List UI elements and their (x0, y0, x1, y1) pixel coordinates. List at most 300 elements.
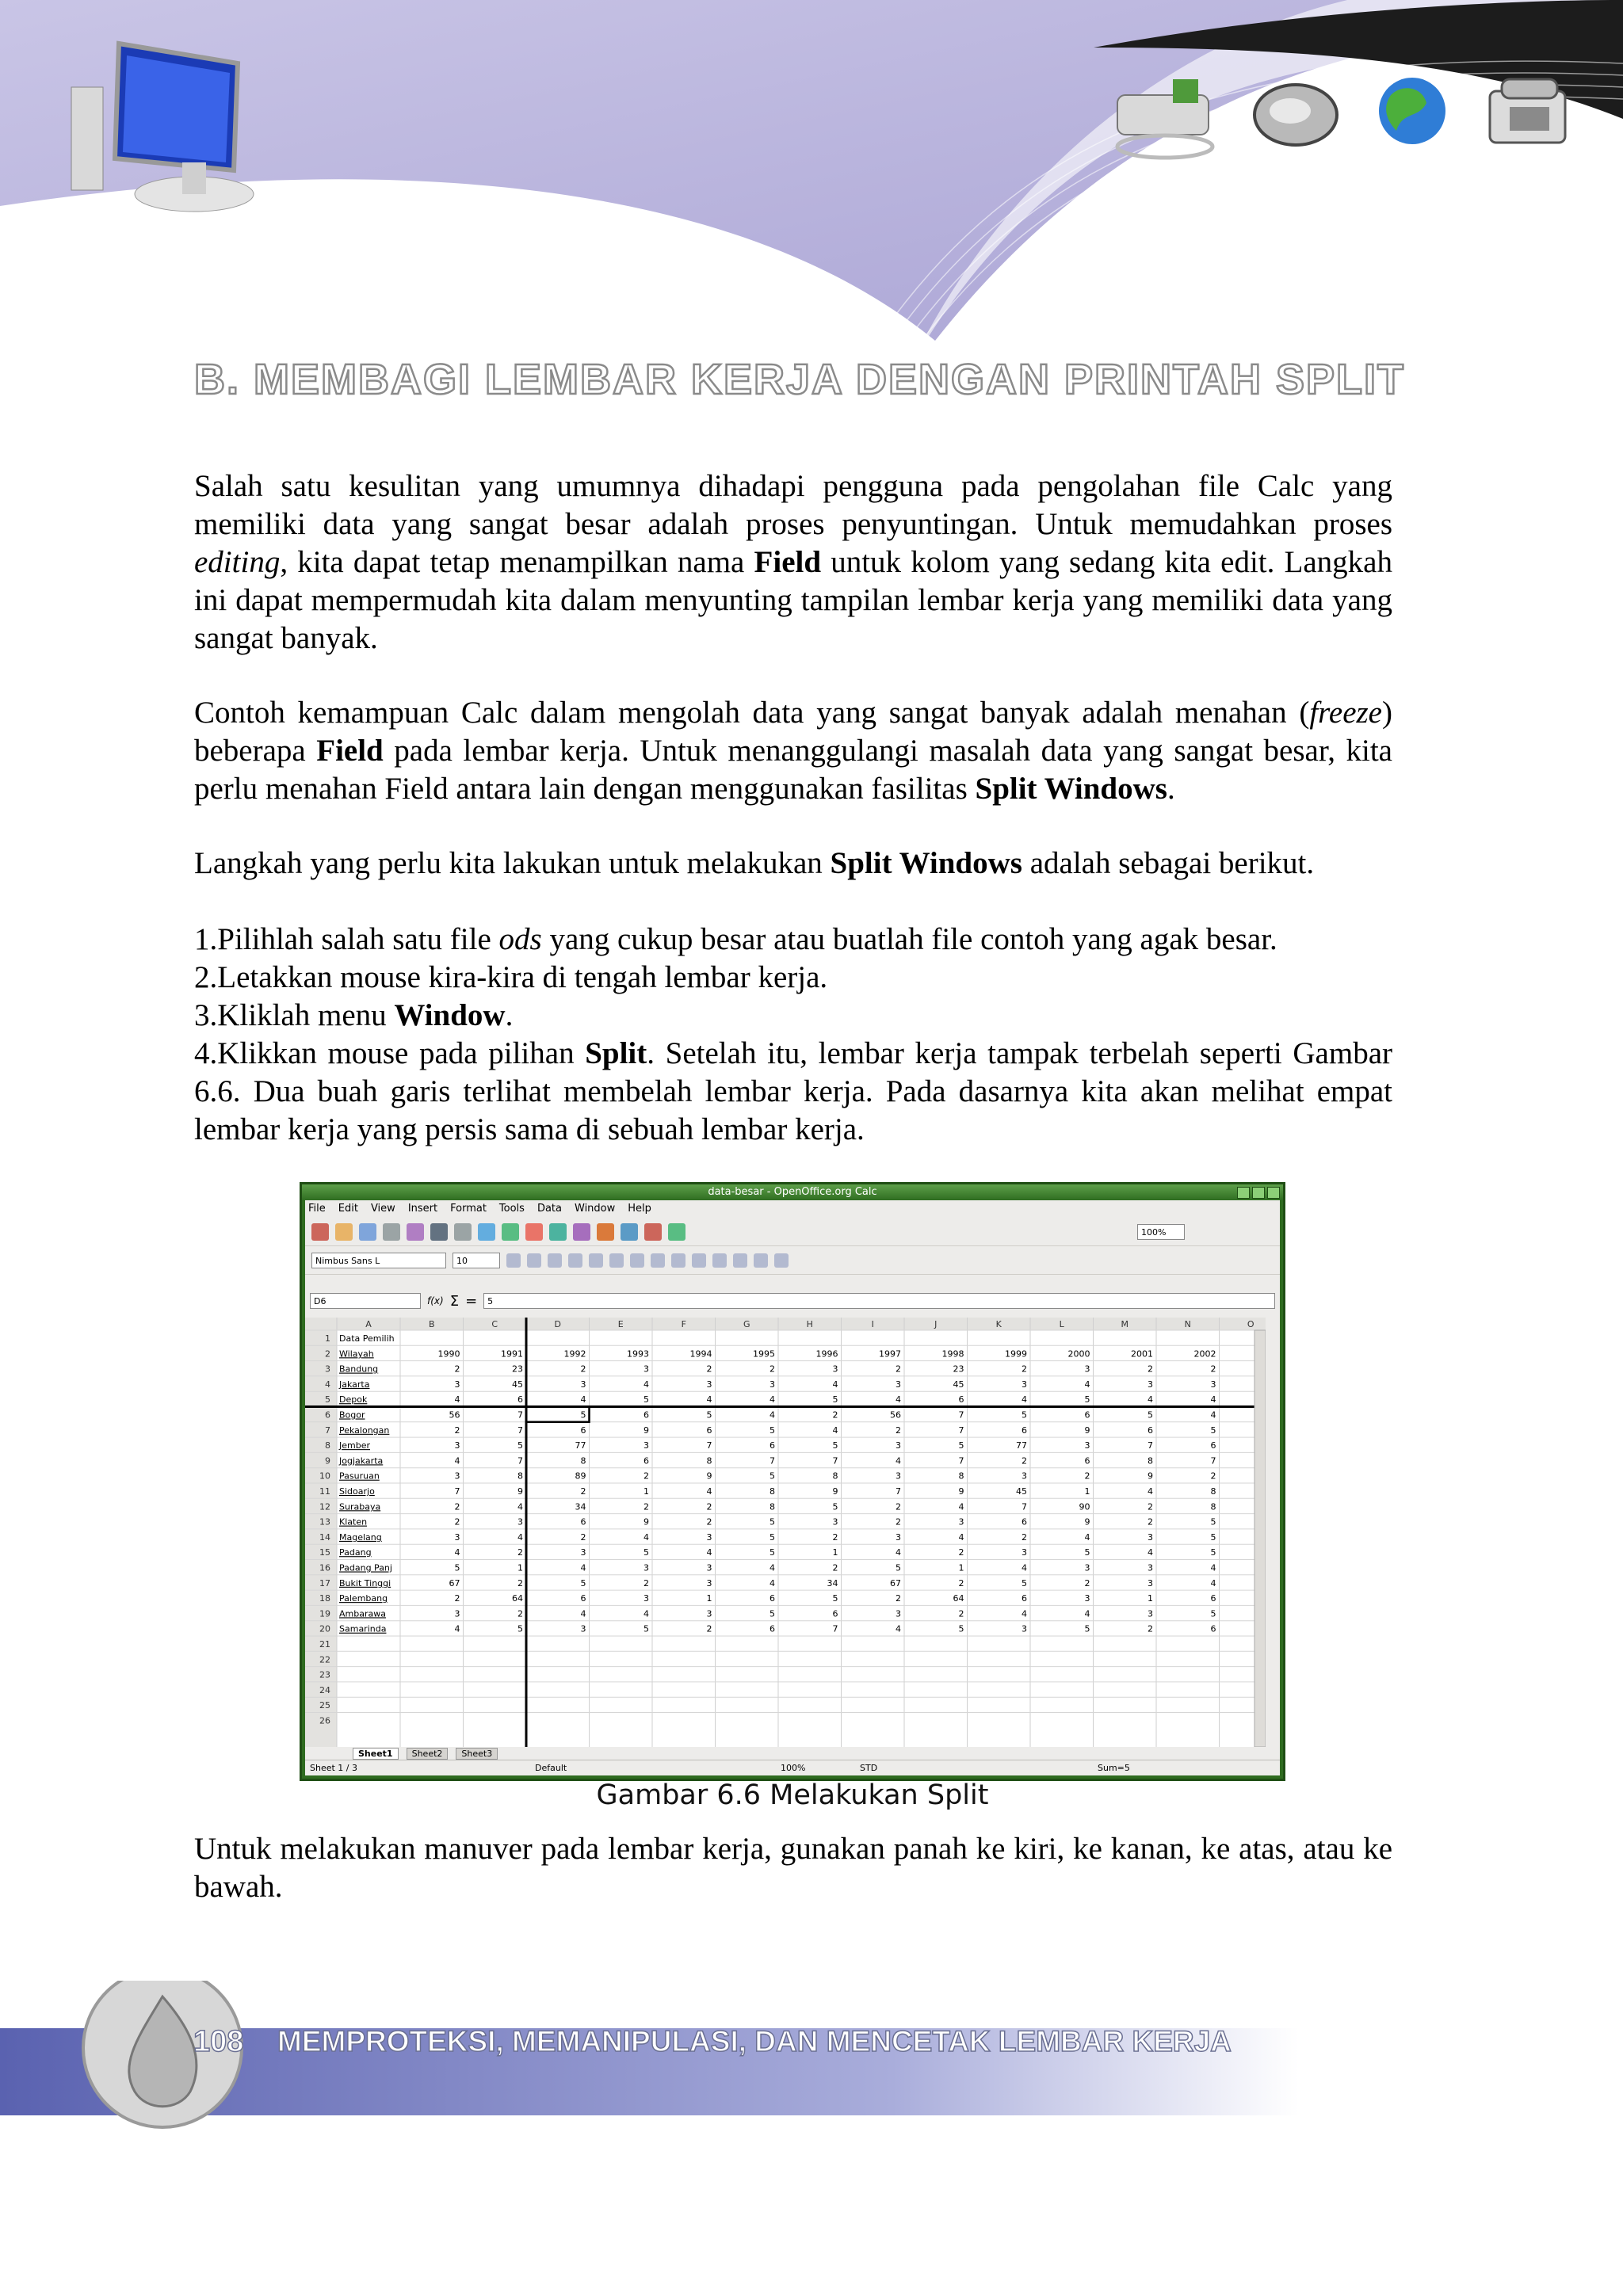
table-cell: 5 (769, 1516, 775, 1527)
format-button-icon[interactable] (568, 1253, 582, 1268)
format-button-icon[interactable] (630, 1253, 644, 1268)
table-cell: 4 (517, 1531, 523, 1543)
table-cell: Bogor (339, 1409, 365, 1421)
column-header: J (934, 1319, 938, 1329)
table-cell: 5 (1084, 1547, 1090, 1558)
table-cell: 5 (769, 1425, 775, 1436)
format-button-icon[interactable] (671, 1253, 685, 1268)
table-cell: 3 (769, 1379, 775, 1390)
table-cell: 4 (580, 1394, 586, 1405)
table-cell: Pasuruan (339, 1470, 380, 1482)
toolbar-button-icon[interactable] (407, 1223, 424, 1241)
table-cell: 4 (706, 1394, 712, 1405)
paragraph-4: Untuk melakukan manuver pada lembar kerja, gunakan panah ke kiri, ke kanan, ke atas, atau ke bawah. (194, 1832, 1392, 1904)
table-cell: 1991 (501, 1348, 523, 1360)
table-cell: 2 (580, 1531, 586, 1543)
table-cell: 3 (643, 1562, 649, 1573)
table-cell: 3 (1022, 1470, 1027, 1482)
table-cell: 6 (517, 1394, 523, 1405)
table-cell: 3 (706, 1608, 712, 1619)
table-cell: Depok (339, 1394, 368, 1405)
table-cell: 5 (832, 1593, 838, 1604)
table-cell: 1990 (437, 1348, 460, 1360)
toolbar-button-icon[interactable] (430, 1223, 448, 1241)
table-cell: 7 (517, 1409, 523, 1421)
toolbar-button-icon[interactable] (359, 1223, 376, 1241)
toolbar-button-icon[interactable] (383, 1223, 400, 1241)
table-cell: 5 (1022, 1409, 1027, 1421)
table-cell: 9 (832, 1486, 838, 1497)
table-cell: 5 (769, 1547, 775, 1558)
format-button-icon[interactable] (692, 1253, 706, 1268)
step-3: 3.Kliklah menu Window. (194, 998, 514, 1032)
format-button-icon[interactable] (548, 1253, 562, 1268)
table-cell: 9 (1084, 1516, 1090, 1527)
table-cell: 23 (953, 1363, 964, 1375)
status-zoom: 100% (781, 1763, 806, 1773)
table-cell: 7 (1022, 1501, 1027, 1512)
table-cell: 2 (643, 1470, 649, 1482)
toolbar-button-icon[interactable] (644, 1223, 662, 1241)
table-cell: 8 (769, 1486, 775, 1497)
table-cell: 3 (1148, 1562, 1153, 1573)
row-header: 12 (319, 1501, 330, 1512)
table-cell: 23 (512, 1363, 523, 1375)
toolbar-button-icon[interactable] (597, 1223, 614, 1241)
sheet-tab-sheet3[interactable]: Sheet3 (456, 1748, 498, 1760)
table-cell: 8 (1148, 1455, 1153, 1466)
table-cell: 3 (832, 1516, 838, 1527)
table-cell: 45 (1016, 1486, 1027, 1497)
toolbar-button-icon[interactable] (502, 1223, 519, 1241)
table-cell: 2 (706, 1623, 712, 1634)
table-cell: 2 (1210, 1470, 1216, 1482)
toolbar-button-icon[interactable] (525, 1223, 543, 1241)
table-cell: 1 (1148, 1593, 1153, 1604)
table-cell: 3 (643, 1440, 649, 1451)
table-cell: 4 (580, 1562, 586, 1573)
table-cell: 5 (1210, 1531, 1216, 1543)
table-cell: 5 (958, 1440, 964, 1451)
table-cell: 4 (454, 1394, 460, 1405)
table-cell: 8 (769, 1501, 775, 1512)
table-cell: 2 (517, 1577, 523, 1589)
row-header: 21 (319, 1639, 330, 1650)
table-cell: Jember (339, 1440, 370, 1451)
status-sum: Sum=5 (1098, 1763, 1130, 1773)
name-box[interactable]: D6 (310, 1293, 421, 1309)
format-button-icon[interactable] (527, 1253, 541, 1268)
table-cell: 3 (896, 1608, 901, 1619)
table-cell: 8 (832, 1470, 838, 1482)
table-cell: 3 (1084, 1593, 1090, 1604)
table-cell: 3 (454, 1531, 460, 1543)
table-cell: 2 (706, 1516, 712, 1527)
menu-help[interactable]: Help (628, 1203, 651, 1215)
close-button[interactable] (1267, 1187, 1280, 1199)
table-cell: 8 (580, 1455, 586, 1466)
standard-toolbar (305, 1218, 1280, 1246)
table-cell: 1994 (689, 1348, 712, 1360)
row-header: 4 (325, 1379, 330, 1390)
table-cell: 2 (1022, 1455, 1027, 1466)
table-cell: 4 (1022, 1562, 1027, 1573)
row-header: 9 (325, 1455, 330, 1466)
table-cell: 56 (449, 1409, 460, 1421)
table-cell: 5 (1210, 1425, 1216, 1436)
table-cell: 6 (643, 1409, 649, 1421)
row-header: 5 (325, 1394, 330, 1405)
spreadsheet-grid[interactable] (305, 1318, 1266, 1747)
table-cell: 5 (769, 1531, 775, 1543)
table-cell: 6 (1084, 1455, 1090, 1466)
status-style: Default (535, 1763, 567, 1773)
table-cell: Surabaya (339, 1501, 381, 1512)
table-cell: 3 (643, 1363, 649, 1375)
table-cell: Jogjakarta (339, 1455, 384, 1466)
menu-insert[interactable]: Insert (407, 1203, 438, 1215)
table-cell: 8 (958, 1470, 964, 1482)
table-cell: 7 (958, 1425, 964, 1436)
table-cell: 2 (580, 1363, 586, 1375)
table-cell: 3 (1148, 1531, 1153, 1543)
table-cell: 4 (454, 1547, 460, 1558)
menu-file[interactable]: File (308, 1203, 326, 1215)
table-cell: 2 (958, 1577, 964, 1589)
table-cell: Samarinda (339, 1623, 387, 1634)
table-cell: 9 (958, 1486, 964, 1497)
table-cell: 2 (1148, 1363, 1153, 1375)
table-cell: 67 (449, 1577, 460, 1589)
format-button-icon[interactable] (733, 1253, 747, 1268)
table-cell: 7 (1148, 1440, 1153, 1451)
table-cell: 6 (832, 1608, 838, 1619)
menu-format[interactable]: Format (450, 1203, 487, 1215)
table-cell: 3 (1148, 1608, 1153, 1619)
table-cell: 7 (958, 1409, 964, 1421)
table-cell: 7 (832, 1455, 838, 1466)
step-2: 2.Letakkan mouse kira-kira di tengah lembar kerja. (194, 960, 828, 994)
table-cell: 4 (958, 1531, 964, 1543)
table-cell: 2 (454, 1593, 460, 1604)
table-cell: 2 (517, 1547, 523, 1558)
table-cell: 1 (706, 1593, 712, 1604)
formula-input[interactable]: 5 (483, 1293, 1275, 1309)
table-cell: 6 (706, 1425, 712, 1436)
toolbar-button-icon[interactable] (335, 1223, 353, 1241)
font-size-combo[interactable]: 10 (453, 1253, 500, 1268)
format-button-icon[interactable] (609, 1253, 624, 1268)
toolbar-button-icon[interactable] (668, 1223, 685, 1241)
table-cell: 3 (706, 1577, 712, 1589)
row-header: 13 (319, 1516, 330, 1527)
table-cell: 1995 (753, 1348, 775, 1360)
maximize-button[interactable] (1252, 1187, 1265, 1199)
table-cell: 2 (832, 1409, 838, 1421)
table-cell: 5 (832, 1440, 838, 1451)
table-cell: 64 (512, 1593, 523, 1604)
table-cell: 7 (517, 1455, 523, 1466)
table-cell: 3 (706, 1562, 712, 1573)
font-name-combo[interactable]: Nimbus Sans L (311, 1253, 446, 1268)
table-cell: 5 (1210, 1608, 1216, 1619)
table-cell: 2 (958, 1547, 964, 1558)
footer-decoration (0, 1981, 1623, 2163)
toolbar-button-icon[interactable] (573, 1223, 590, 1241)
toolbar-button-icon[interactable] (549, 1223, 567, 1241)
table-cell: 77 (1016, 1440, 1027, 1451)
table-cell: 4 (769, 1394, 775, 1405)
table-cell: 2 (706, 1501, 712, 1512)
table-cell: 7 (832, 1623, 838, 1634)
format-button-icon[interactable] (712, 1253, 727, 1268)
table-cell: 6 (580, 1425, 586, 1436)
table-cell: 1998 (941, 1348, 964, 1360)
table-cell: 2 (958, 1608, 964, 1619)
table-cell: 4 (1022, 1394, 1027, 1405)
equals-icon[interactable]: = (465, 1292, 478, 1310)
table-cell: 4 (454, 1455, 460, 1466)
toolbar-button-icon[interactable] (621, 1223, 638, 1241)
table-cell: 77 (575, 1440, 586, 1451)
row-header: 10 (319, 1470, 330, 1482)
sheet-tabs (305, 1747, 1280, 1760)
formula-bar (305, 1289, 1280, 1313)
table-cell: 4 (1210, 1394, 1216, 1405)
table-cell: 1 (832, 1547, 838, 1558)
column-header: D (554, 1319, 561, 1329)
column-header: M (1121, 1319, 1128, 1329)
menu-window[interactable]: Window (575, 1203, 616, 1215)
table-cell: 2 (896, 1593, 901, 1604)
minimize-button[interactable] (1237, 1187, 1250, 1199)
table-cell: 5 (769, 1608, 775, 1619)
table-cell: 2 (769, 1363, 775, 1375)
table-cell: 4 (517, 1501, 523, 1512)
table-cell: 3 (454, 1379, 460, 1390)
table-cell: 4 (1210, 1409, 1216, 1421)
sum-icon[interactable]: Σ (449, 1292, 460, 1310)
table-cell: 7 (769, 1455, 775, 1466)
table-cell: 1999 (1005, 1348, 1027, 1360)
status-sheet: Sheet 1 / 3 (310, 1763, 357, 1773)
table-cell: 9 (706, 1470, 712, 1482)
table-cell: Ambarawa (339, 1608, 386, 1619)
table-cell: Sidoarjo (339, 1486, 375, 1497)
table-cell: 1 (1084, 1486, 1090, 1497)
table-cell: 1996 (815, 1348, 838, 1360)
column-header: L (1059, 1319, 1064, 1329)
toolbar-button-icon[interactable] (454, 1223, 472, 1241)
table-cell: Palembang (339, 1593, 388, 1604)
table-cell: 2002 (1193, 1348, 1216, 1360)
table-cell: 2 (896, 1516, 901, 1527)
table-cell: 2 (454, 1516, 460, 1527)
column-header: C (491, 1319, 498, 1329)
table-cell: 2001 (1131, 1348, 1153, 1360)
table-cell: 3 (706, 1379, 712, 1390)
table-cell: 3 (454, 1440, 460, 1451)
table-cell: 3 (1022, 1379, 1027, 1390)
table-cell: 4 (643, 1531, 649, 1543)
menu-view[interactable]: View (370, 1203, 395, 1215)
table-cell: 2 (517, 1608, 523, 1619)
row-header: 11 (319, 1486, 330, 1497)
table-cell: 4 (643, 1379, 649, 1390)
table-cell: 4 (1084, 1608, 1090, 1619)
table-cell: 5 (832, 1394, 838, 1405)
format-button-icon[interactable] (589, 1253, 603, 1268)
table-cell: 5 (1084, 1394, 1090, 1405)
table-cell: Klaten (339, 1516, 368, 1527)
sheet-tab-sheet2[interactable]: Sheet2 (407, 1748, 449, 1760)
column-header: E (617, 1319, 624, 1329)
table-cell: 4 (1210, 1562, 1216, 1573)
table-cell: Data Pemilih (339, 1333, 395, 1344)
table-cell: 3 (958, 1516, 964, 1527)
row-header: 24 (319, 1684, 330, 1695)
format-button-icon[interactable] (754, 1253, 768, 1268)
table-cell: 3 (454, 1608, 460, 1619)
table-cell: Jakarta (339, 1379, 370, 1390)
row-header: 6 (325, 1409, 330, 1421)
table-cell: 4 (896, 1394, 901, 1405)
table-cell: 3 (896, 1531, 901, 1543)
status-bar (305, 1760, 1280, 1776)
table-cell: 5 (517, 1440, 523, 1451)
row-header: 25 (319, 1700, 330, 1711)
sheet-tab-sheet1[interactable]: Sheet1 (353, 1748, 399, 1760)
toolbar-button-icon[interactable] (478, 1223, 495, 1241)
table-cell: 3 (706, 1531, 712, 1543)
table-cell: 2 (643, 1501, 649, 1512)
table-cell: 4 (1084, 1531, 1090, 1543)
column-header: I (871, 1319, 874, 1329)
row-header: 1 (325, 1333, 330, 1344)
column-header: G (743, 1319, 750, 1329)
table-cell: 3 (454, 1470, 460, 1482)
table-cell: 2 (1084, 1470, 1090, 1482)
table-cell: 4 (1148, 1486, 1153, 1497)
step-4: 4.Klikkan mouse pada pilihan Split. Setelah itu, lembar kerja tampak terbelah seperti Gambar 6.6. Dua buah garis terlihat membelah lembar kerja. Pada dasarnya kita akan melihat empat lembar kerja yang persis sama di sebuah lembar kerja. (194, 1036, 1392, 1146)
steps-list (194, 921, 1392, 1149)
table-cell: 2 (1148, 1623, 1153, 1634)
menu-data[interactable]: Data (537, 1203, 562, 1215)
format-button-icon[interactable] (506, 1253, 521, 1268)
table-cell: 3 (896, 1379, 901, 1390)
table-cell: 6 (1210, 1623, 1216, 1634)
table-cell: 2 (896, 1425, 901, 1436)
table-cell: 4 (769, 1577, 775, 1589)
table-cell: 1 (517, 1562, 523, 1573)
table-cell: 5 (580, 1409, 586, 1421)
table-cell: 1993 (627, 1348, 649, 1360)
row-header: 20 (319, 1623, 330, 1634)
table-cell: 5 (1022, 1577, 1027, 1589)
table-cell: 4 (1148, 1547, 1153, 1558)
table-cell: 6 (769, 1440, 775, 1451)
table-cell: 1 (643, 1486, 649, 1497)
telephone-icon (1490, 79, 1565, 143)
globe-icon (1379, 78, 1445, 144)
table-cell: 90 (1079, 1501, 1090, 1512)
table-cell: 4 (1148, 1394, 1153, 1405)
table-cell: 2 (454, 1425, 460, 1436)
table-cell: 4 (958, 1501, 964, 1512)
table-cell: 2 (643, 1577, 649, 1589)
table-cell: Pekalongan (339, 1425, 390, 1436)
table-cell: 64 (953, 1593, 964, 1604)
format-button-icon[interactable] (651, 1253, 665, 1268)
table-cell: 3 (517, 1516, 523, 1527)
table-cell: 6 (580, 1516, 586, 1527)
header-decoration (0, 0, 1623, 364)
table-cell: 45 (512, 1379, 523, 1390)
table-cell: 8 (1210, 1501, 1216, 1512)
menu-edit[interactable]: Edit (338, 1203, 358, 1215)
table-cell: 7 (896, 1486, 901, 1497)
table-cell: 9 (1084, 1425, 1090, 1436)
table-cell: 6 (1210, 1440, 1216, 1451)
window-titlebar (302, 1184, 1283, 1200)
table-cell: 6 (1022, 1593, 1027, 1604)
table-cell: 34 (575, 1501, 586, 1512)
table-cell: 2 (896, 1363, 901, 1375)
window-title: data-besar - OpenOffice.org Calc (708, 1186, 877, 1198)
footer-title: MEMPROTEKSI, MEMANIPULASI, DAN MENCETAK LEMBAR KERJA (277, 2025, 1232, 2058)
vertical-scrollbar (1254, 1330, 1266, 1747)
table-cell: 7 (517, 1425, 523, 1436)
toolbar-button-icon[interactable] (311, 1223, 329, 1241)
table-cell: 7 (1210, 1455, 1216, 1466)
table-cell: 4 (896, 1455, 901, 1466)
table-cell: 4 (769, 1562, 775, 1573)
table-cell: 5 (1210, 1516, 1216, 1527)
table-cell: 4 (832, 1425, 838, 1436)
column-header: F (681, 1319, 686, 1329)
table-cell: 7 (706, 1440, 712, 1451)
zoom-combo[interactable]: 100% (1137, 1224, 1185, 1240)
table-cell: 56 (890, 1409, 901, 1421)
table-cell: 2 (896, 1501, 901, 1512)
table-cell: 8 (517, 1470, 523, 1482)
table-cell: 4 (706, 1547, 712, 1558)
table-cell: 7 (958, 1455, 964, 1466)
table-cell: 3 (643, 1593, 649, 1604)
paragraph-2: Contoh kemampuan Calc dalam mengolah data yang sangat banyak adalah menahan (freeze) beberapa Field pada lembar kerja. Untuk menanggulangi masalah data yang sangat besar, kita perlu menahan Field antara lain dengan menggunakan fasilitas Split Windows. (194, 696, 1392, 806)
table-cell: 3 (580, 1379, 586, 1390)
row-header: 22 (319, 1654, 330, 1665)
table-cell: Bandung (339, 1363, 379, 1375)
table-cell: Magelang (339, 1531, 382, 1543)
format-button-icon[interactable] (774, 1253, 789, 1268)
table-cell: 9 (1148, 1470, 1153, 1482)
table-cell: 1 (958, 1562, 964, 1573)
row-header: 14 (319, 1531, 330, 1543)
row-header: 19 (319, 1608, 330, 1619)
table-cell: 2 (1148, 1516, 1153, 1527)
table-cell: 5 (832, 1501, 838, 1512)
table-cell: 6 (1022, 1516, 1027, 1527)
menu-tools[interactable]: Tools (498, 1203, 525, 1215)
function-wizard-icon[interactable]: f(x) (427, 1295, 444, 1306)
formatting-toolbar (305, 1246, 1280, 1275)
row-header: 17 (319, 1577, 330, 1589)
table-cell: 2 (1084, 1577, 1090, 1589)
column-header: N (1184, 1319, 1191, 1329)
paragraph-1: Salah satu kesulitan yang umumnya dihadapi pengguna pada pengolahan file Calc yang memiliki data yang sangat besar adalah proses penyuntingan. Untuk memudahkan proses editing, kita dapat tetap menampilkan nama Field untuk kolom yang sedang kita edit. Langkah ini dapat mempermudah kita dalam menyunting tampilan lembar kerja yang memiliki data yang sangat banyak. (194, 469, 1392, 655)
table-cell: 3 (580, 1547, 586, 1558)
